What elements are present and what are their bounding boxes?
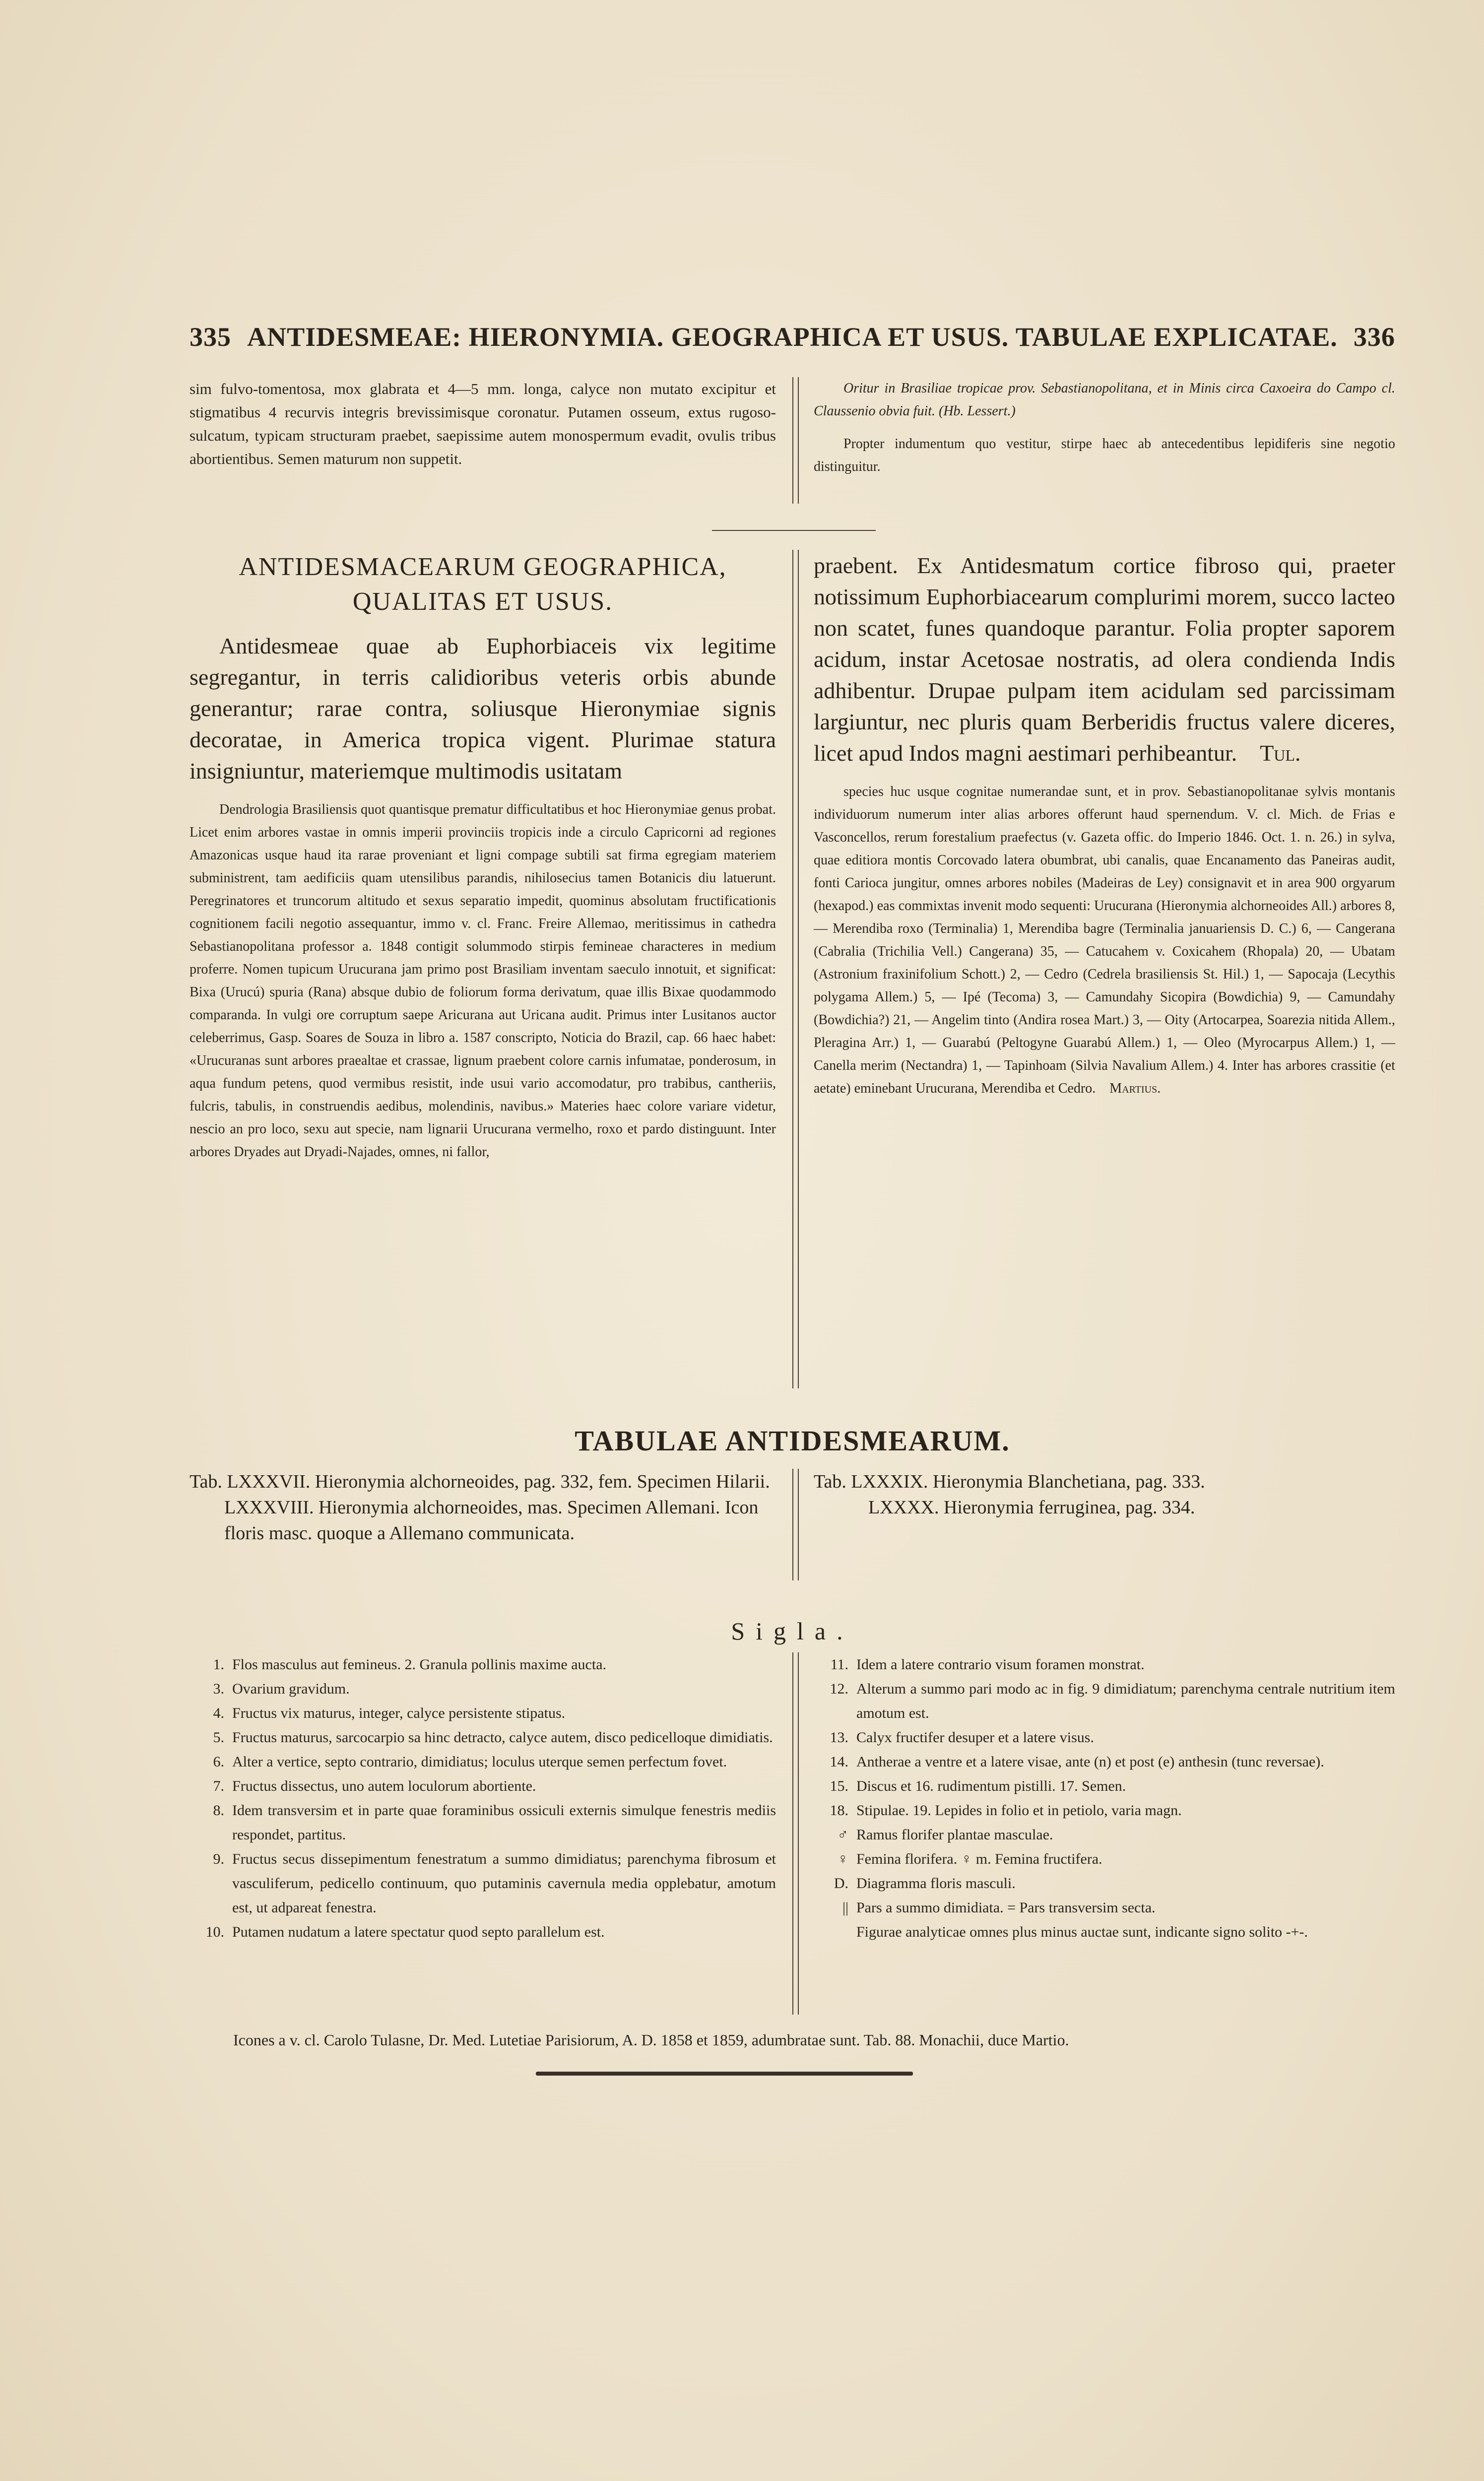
column-divider-sigla	[792, 1652, 799, 2015]
sigla-item	[190, 1701, 776, 1725]
tabula-item: LXXXVIII. Hieronymia alchorneoides, mas. Specimen Allemani. Icon floris masc. quoque a Allemano communicata.	[224, 1497, 759, 1544]
sigla-text: Ovarium gravidum.	[232, 1681, 350, 1697]
sigla-item	[190, 1677, 776, 1701]
author-signature-tul: Tul.	[1260, 740, 1301, 766]
sigla-text: Antherae a ventre et a latere visae, ante (n) et post (e) anthesin (tunc reversae).	[856, 1754, 1324, 1770]
page-number-right: 336	[1354, 322, 1395, 352]
sigla-text: Fructus dissectus, uno autem loculorum abortiente.	[232, 1778, 536, 1794]
sigla-item	[190, 1847, 776, 1920]
column-divider-geo	[792, 550, 799, 1388]
sigla-item	[190, 1750, 776, 1774]
tabulae-left	[190, 1469, 776, 1546]
top-right-text-1: Oritur in Brasiliae tropicae prov. Sebastianopolitana, et in Minis circa Caxoeira do Campo cl. Claussenio obvia fuit. (Hb. Lessert.)	[814, 381, 1395, 419]
sigla-item	[814, 1677, 1395, 1725]
sigla-text: Fructus vix maturus, integer, calyce persistente stipatus.	[232, 1705, 566, 1721]
tabulae-right	[814, 1469, 1395, 1520]
sigla-item	[814, 1895, 1395, 1920]
sigla-number: 3.	[213, 1681, 224, 1697]
geo-left-column	[190, 550, 776, 1164]
sigla-text: Calyx fructifer desuper et a latere visus.	[856, 1729, 1094, 1746]
top-right-text-2: Propter indumentum quo vestitur, stirpe haec ab antecedentibus lepidiferis sine negotio distinguitur.	[814, 436, 1395, 474]
author-signature-martius: Martius.	[1109, 1081, 1161, 1096]
sigla-item	[190, 1725, 776, 1750]
sigla-number: 8.	[213, 1802, 224, 1819]
sigla-number: 15.	[830, 1778, 848, 1794]
sigla-item	[814, 1798, 1395, 1823]
geo-left-big-text: Antidesmeae quae ab Euphorbiaceis vix legitime segregantur, in terris calidioribus veteris orbis abunde generantur; rarae contra, soliusque Hieronymiae signis decoratae, in America tropica vigent. Plurimae statura insigniuntur, materiemque multimodis usitatam	[190, 633, 776, 783]
sigla-number: ||	[842, 1899, 848, 1916]
sigla-number: 12.	[830, 1681, 848, 1697]
section-divider	[712, 530, 876, 531]
top-right-column	[814, 377, 1395, 478]
tabula-item: LXXXX. Hieronymia ferruginea, pag. 334.	[868, 1497, 1195, 1518]
running-header	[190, 322, 1395, 352]
sigla-number: 7.	[213, 1778, 224, 1794]
sigla-text: Alterum a summo pari modo ac in fig. 9 dimidiatum; parenchyma centrale nutritium item amotum est.	[856, 1681, 1395, 1721]
sigla-right	[814, 1652, 1395, 1944]
sigla-number: 11.	[830, 1656, 848, 1673]
tabulae-title: TABULAE ANTIDESMEARUM.	[575, 1425, 1010, 1457]
sigla-number: 5.	[213, 1729, 224, 1746]
sigla-number: 4.	[213, 1705, 224, 1721]
geo-right-small-text	[814, 781, 1395, 1100]
sigla-item	[814, 1652, 1395, 1677]
sigla-number: 1.	[213, 1656, 224, 1673]
sigla-text: Flos masculus aut femineus. 2. Granula pollinis maxime aucta.	[232, 1656, 607, 1673]
sigla-number: 10.	[205, 1924, 224, 1940]
sigla-number	[814, 1920, 856, 1944]
geo-heading: ANTIDESMACEARUM GEOGRAPHICA, QUALITAS ET USUS.	[239, 553, 727, 616]
sigla-item	[814, 1847, 1395, 1871]
sigla-text: Alter a vertice, septo contrario, dimidiatus; loculus uterque semen perfectum fovet.	[232, 1754, 727, 1770]
sigla-item	[814, 1920, 1395, 1944]
sigla-title: Sigla.	[731, 1617, 854, 1645]
sigla-text: Fructus secus dissepimentum fenestratum a summo dimidiatus; parenchyma fibrosum et vasculiferum, pedicello continuum, quo putaminis cavernula media opplebatur, amotum est, ut adpareat fenestra.	[232, 1851, 776, 1916]
column-divider-tabulae	[792, 1469, 799, 1580]
geo-right-big-body: praebent. Ex Antidesmatum cortice fibroso qui, praeter notissimum Euphorbiacearum complurimi morem, succo lacteo non scatet, funes quandoque parantur. Folia propter saporem acidum, instar Acetosae nostratis, ad olera condienda Indis adhibentur. Drupae pulpam item acidulam sed parcissimam largiuntur, nec pluris quam Berberidis fructus valere diceres, licet apud Indos magni aestimari perhibeantur.	[814, 553, 1395, 766]
footer-credits: Icones a v. cl. Carolo Tulasne, Dr. Med. Lutetiae Parisiorum, A. D. 1858 et 1859, adumbratae sunt. Tab. 88. Monachii, duce Martio.	[233, 2031, 1069, 2049]
sigla-text: Idem transversim et in parte quae foraminibus ossiculi externis simulque fenestris mediis respondet, partitus.	[232, 1802, 776, 1843]
tabula-item: Tab. LXXXVII. Hieronymia alchorneoides, pag. 332, fem. Specimen Hilarii.	[190, 1471, 770, 1492]
sigla-item	[814, 1750, 1395, 1774]
sigla-number: 9.	[213, 1851, 224, 1867]
sigla-item	[190, 1920, 776, 1944]
bottom-ornamental-rule	[536, 2072, 913, 2076]
page-number-left: 335	[190, 322, 231, 352]
sigla-number: ♂	[837, 1827, 848, 1843]
sigla-item	[814, 1774, 1395, 1798]
top-left-column	[190, 377, 776, 470]
sigla-text: Femina florifera. ♀ m. Femina fructifera.	[856, 1851, 1102, 1867]
sigla-number: 13.	[830, 1729, 848, 1746]
sigla-text: Putamen nudatum a latere spectatur quod septo parallelum est.	[232, 1924, 605, 1940]
geo-right-small-body: species huc usque cognitae numerandae sunt, et in prov. Sebastianopolitanae sylvis montanis individuorum numerum inter alias arbores offerunt haud spernendum. V. cl. Mich. de Frias e Vasconcellos, rerum forestalium praefectus (v. Gazeta offic. do Imperio 1846. Oct. 1. n. 26.) in sylva, quae editiora montis Corcovado latera obumbrat, ubi canalis, quae Encanamento das Paneiras audit, fonti Carioca jungitur, omnes arbores nobiles (Madeiras de Ley) consignavit et in area 900 orgyarum (hexapod.) eas commixtas invenit modo sequenti: Urucurana (Hieronymia alchorneoides All.) arbores 8, — Merendiba roxo (Terminalia) 1, Merendiba bagre (Terminalia januariensis D. C.) 6, — Cangerana (Cabralia (Trichilia Vell.) Cangerana) 35, — Catucahem v. Coxicahem (Rhopala) 20, — Ubatam (Astronium fraxinifolium Schott.) 2, — Cedro (Cedrela brasiliensis St. Hil.) 1, — Sapocaja (Lecythis polygama Allem.) 5, — Ipé (Tecoma) 3, — Camundahy Sicopira (Bowdichia) 9, — Camundahy (Bowdichia?) 21, — Angelim tinto (Andira rosea Mart.) 3, — Oity (Artocarpea, Soarezia nitida Allem., Pleragina Arr.) 1, — Guarabú (Peltogyne Guarabú Allem.) 1, — Oleo (Myrocarpus Allem.) 1, — Canella merim (Nectandra) 1, — Tapinhoam (Silvia Navalium Allem.) 4. Inter has arbores crassitie (et aetate) eminebant Urucurana, Merendiba et Cedro.	[814, 784, 1395, 1096]
sigla-number: D.	[834, 1875, 848, 1892]
sigla-number: 14.	[830, 1754, 848, 1770]
sigla-item	[190, 1798, 776, 1847]
header-title: ANTIDESMEAE: HIERONYMIA. GEOGRAPHICA ET USUS. TABULAE EXPLICATAE.	[247, 322, 1338, 352]
column-divider-top	[792, 377, 799, 504]
sigla-text: Stipulae. 19. Lepides in folio et in petiolo, varia magn.	[856, 1802, 1182, 1819]
sigla-number: 18.	[830, 1802, 848, 1819]
sigla-left	[190, 1652, 776, 1944]
sigla-number: ♀	[837, 1851, 848, 1867]
sigla-text: Diagramma floris masculi.	[856, 1875, 1016, 1892]
sigla-item	[190, 1652, 776, 1677]
sigla-text: Discus et 16. rudimentum pistilli. 17. Semen.	[856, 1778, 1126, 1794]
tabula-item: Tab. LXXXIX. Hieronymia Blanchetiana, pag. 333.	[814, 1471, 1205, 1492]
sigla-text: Idem a latere contrario visum foramen monstrat.	[856, 1656, 1145, 1673]
sigla-text: Fructus maturus, sarcocarpio sa hinc detracto, calyce autem, disco pedicelloque dimidiatis.	[232, 1729, 773, 1746]
sigla-text: Ramus florifer plantae masculae.	[856, 1827, 1053, 1843]
sigla-item	[814, 1823, 1395, 1847]
sigla-item	[814, 1871, 1395, 1895]
geo-right-column	[814, 550, 1395, 1100]
sigla-number: 6.	[213, 1754, 224, 1770]
sigla-text: Pars a summo dimidiata. = Pars transversim secta.	[856, 1899, 1156, 1916]
geo-left-small-text: Dendrologia Brasiliensis quot quantisque prematur difficultatibus et hoc Hieronymiae genus probat. Licet enim arbores vastae in omnis imperii provinciis tropicis inde a circulo Capricorni ad regiones Amazonicas usque haud ita rarae proveniant et ligni compage subtili sat firma egregiam materiem subministrent, tam aedificiis quam utensilibus parandis, nihilosecius tamen Botanicis diu latuerunt. Peregrinatores et truncorum altitudo et sexus separatio impedit, quominus absolutam fructificationis cognitionem facili negotio assequantur, immo v. cl. Franc. Freire Allemao, meritissimus in cathedra Sebastianopolitana professor a. 1848 contigit solummodo stirpis femineae characteres in medium proferre. Nomen tupicum Urucurana jam primo post Brasiliam inventam saeculo innotuit, et significat: Bixa (Urucú) spuria (Rana) absque dubio de foliorum forma derivatum, quae illis Bixae quodammodo comparanda. In vulgi ore corruptum saepe Aricurana aut Uricana audit. Primus inter Lusitanos auctor celeberrimus, Gasp. Soares de Souza in libro a. 1587 conscripto, Noticia do Brazil, cap. 66 haec habet: «Urucuranas sunt arbores praealtae et crassae, lignum praebent colore carnis infumatae, ponderosum, in aqua fundum petens, quod vermibus resistit, inde usui vario accomodatur, pro trabibus, cantheriis, fulcris, tabulis, in construendis aedibus, molendinis, navibus.» Materies haec colore variare videtur, nescio an pro loco, sexu aut specie, nam lignarii Urucurana vermelho, roxo et pardo distinguunt. Inter arbores Dryades aut Dryadi-Najades, omnes, ni fallor,	[190, 802, 776, 1160]
geo-right-big-text	[814, 550, 1395, 769]
sigla-text: Figurae analyticae omnes plus minus auctae sunt, indicante signo solito -+-.	[856, 1924, 1308, 1940]
sigla-item	[190, 1774, 776, 1798]
top-left-text: sim fulvo-tomentosa, mox glabrata et 4—5 mm. longa, calyce non mutato excipitur et stigmatibus 4 recurvis integris brevissimisque coronatur. Putamen osseum, extus rugoso-sulcatum, typicam structuram praebet, saepissime autem monospermum evadit, ovulis tribus abortientibus. Semen maturum non suppetit.	[190, 380, 776, 467]
sigla-item	[814, 1725, 1395, 1750]
